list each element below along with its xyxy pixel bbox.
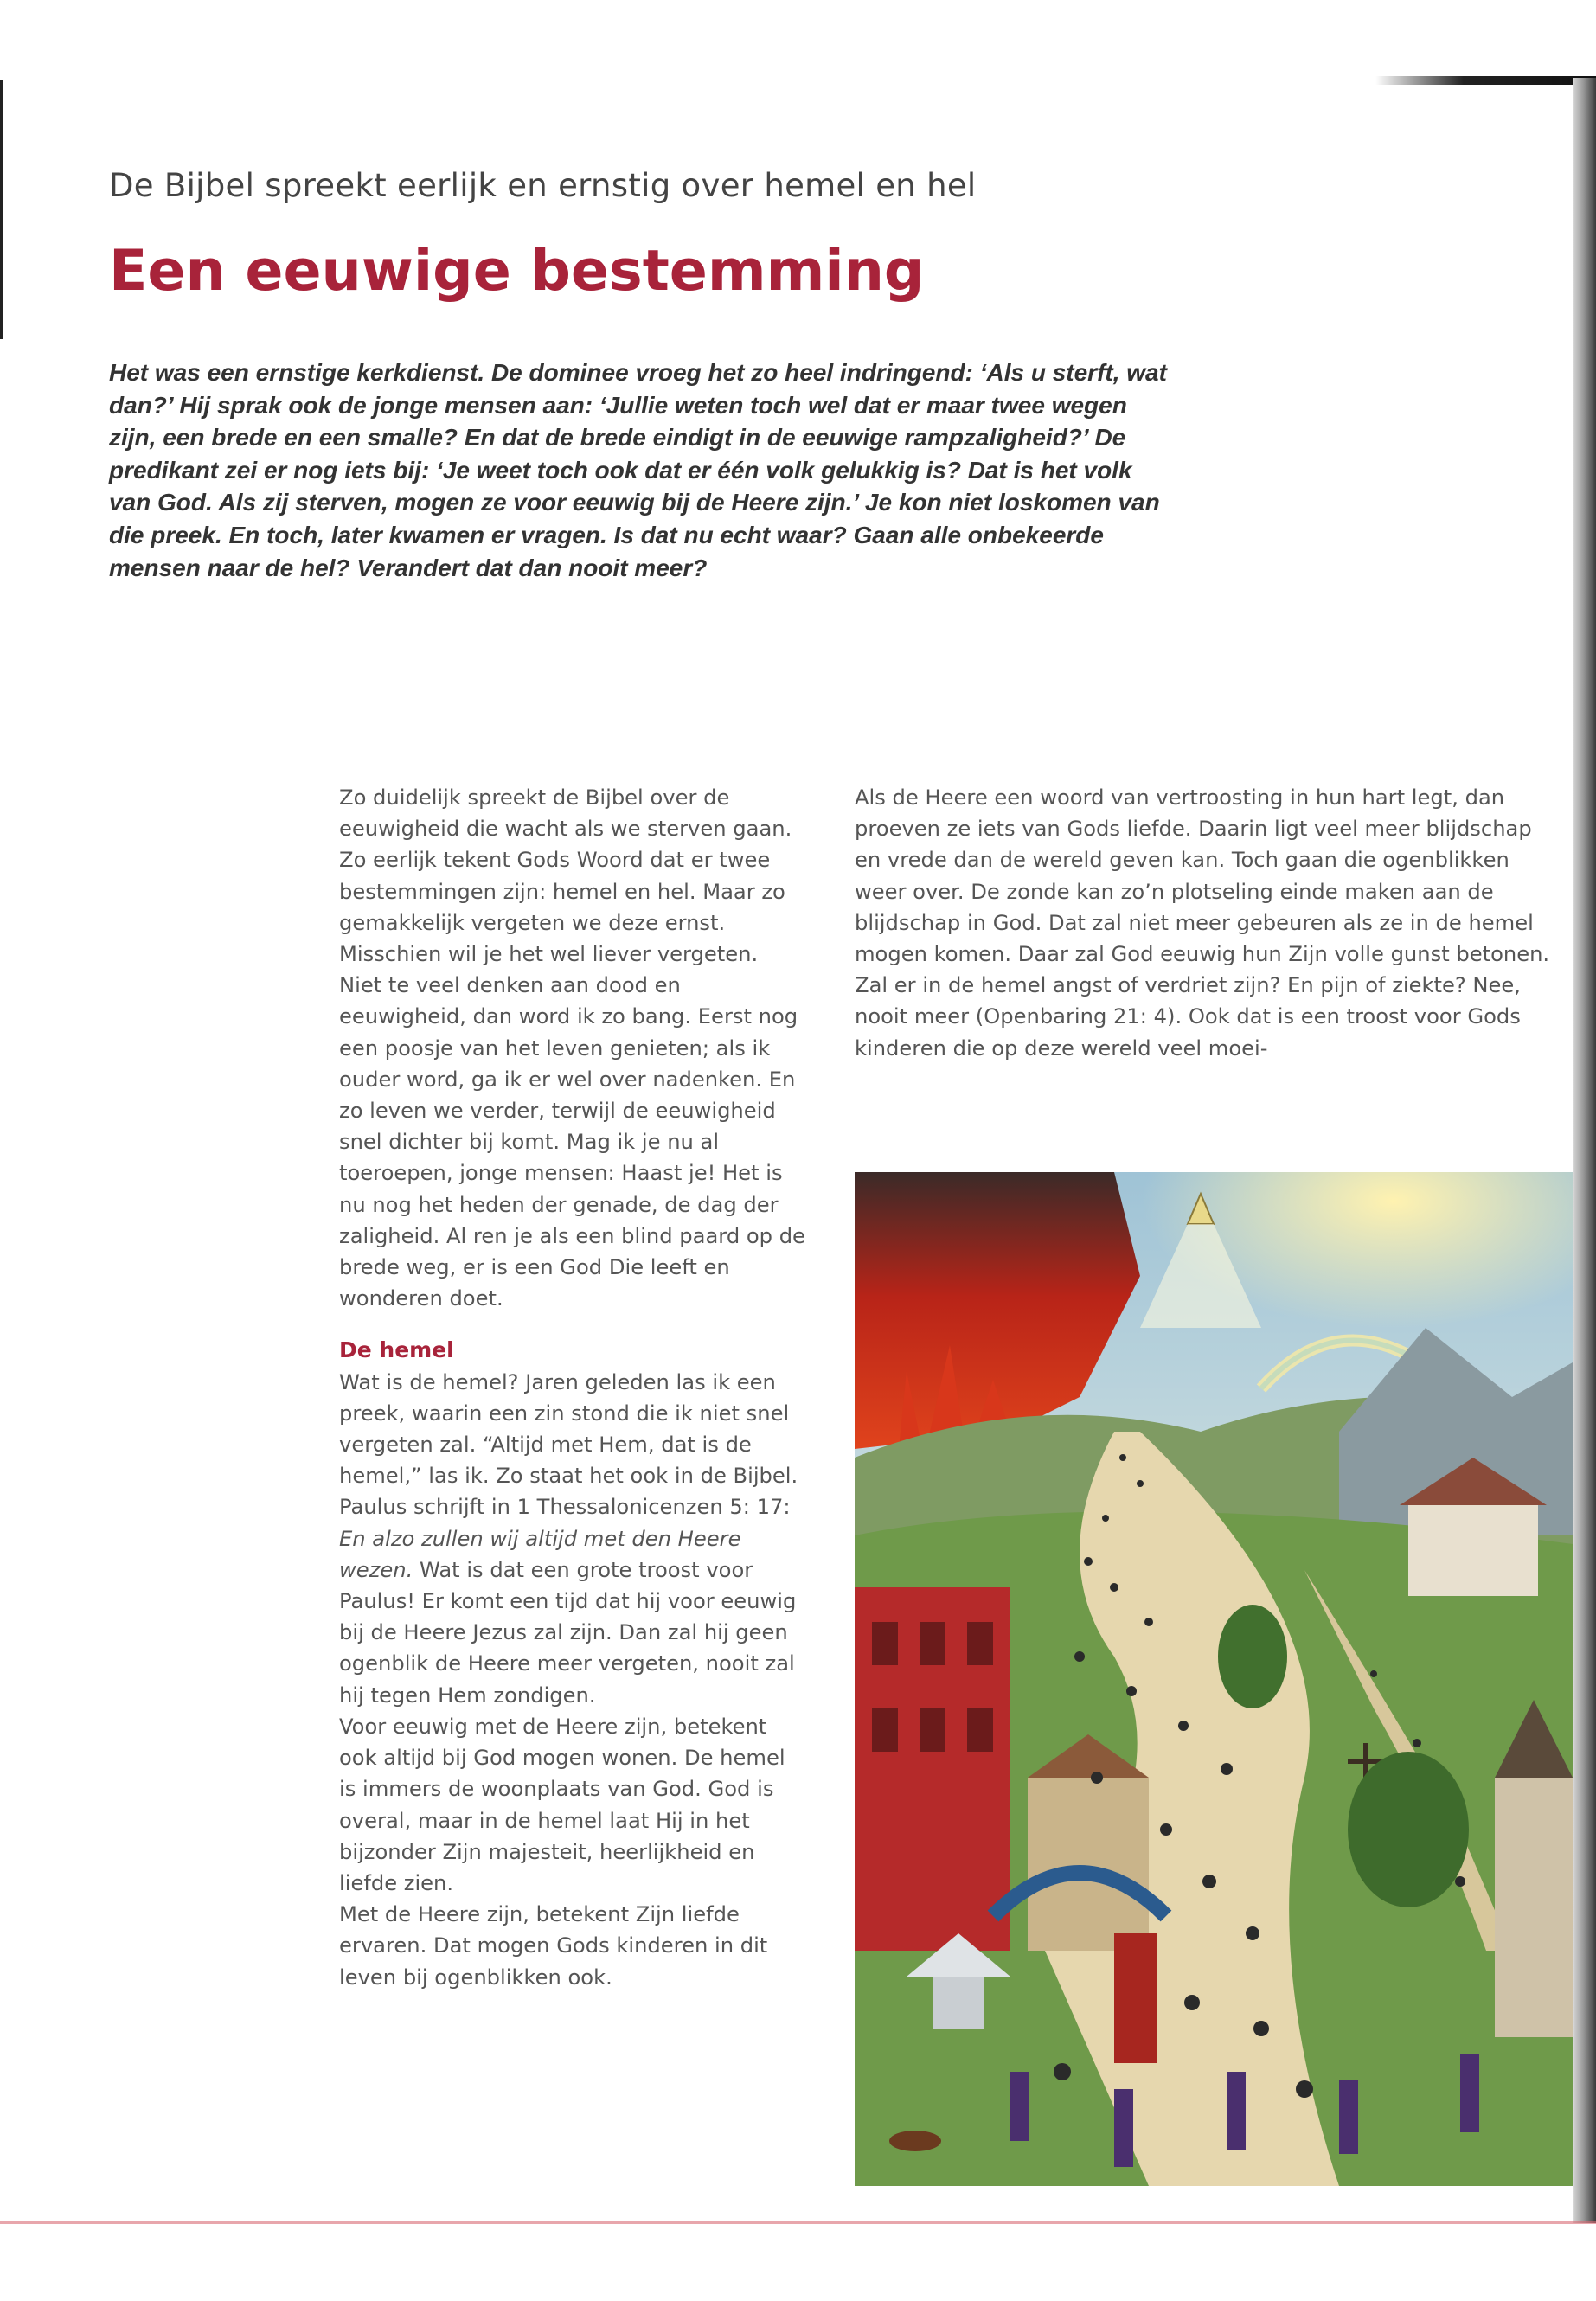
bible-quote: En alzo zullen wij altijd met den Heere wezen. bbox=[339, 1526, 741, 1582]
dog bbox=[889, 2131, 941, 2151]
page-edge-shadow-top bbox=[1375, 76, 1596, 85]
left-paragraph-2: Wat is de hemel? Jaren geleden las ik een preek, waarin een zin stond die ik niet snel vergeten zal. “Altijd met Hem, dat is de hemel,” las ik. Zo staat het ook in de Bijbel. Paulus schrijft in 1 Thessalonicenzen 5: 17: En alzo zullen wij altijd met den Heere wezen. Wat is dat een grote troost voor Paulus! Er komt een tijd dat hij voor eeuwig bij de Heere Jezus zal zijn. Dan zal hij geen ogenblik de Heere meer vergeten, nooit zal hij tegen Hem zondigen. bbox=[339, 1369, 798, 1708]
left-paragraph-1: Zo duidelijk spreekt de Bijbel over de eeuwigheid die wacht als we sterven gaan. Zo eerlijk tekent Gods Woord dat er twee bestemmingen zijn: hemel en hel. Maar zo gemakkelijk vergeten we deze ernst. Misschien wil je het wel liever vergeten. Niet te veel denken aan dood en eeuwigheid, dan word ik zo bang. Eerst nog een poosje van het leven genieten; als ik ouder word, ga ik er wel over nadenken. En zo leven we verder, terwijl de eeuwigheid snel dichter bij komt. Mag ik je nu al toeroepen, jonge mensen: Haast je! Het is nu nog het heden der genade, de dag der zaligheid. Al ren je als een blind paard op de brede weg, er is een God Die leeft en wonderen doet. bbox=[339, 785, 805, 1311]
right-paragraph-2: Zal er in de hemel angst of verdriet zijn? En pijn of ziekte? Nee, nooit meer (Openbaring 21: 4). Ook dat is een troost voor Gods kinderen die op deze wereld veel moei- bbox=[855, 973, 1521, 1061]
gate-tower bbox=[1114, 1933, 1157, 2063]
right-column bbox=[855, 782, 1551, 1064]
article-title: Een eeuwige bestemming bbox=[109, 239, 925, 304]
article-intro: Het was een ernstige kerkdienst. De dominee vroeg het zo heel indringend: ‘Als u sterft, wat dan?’ Hij sprak ook de jonge mensen aan: ‘Jullie weten toch wel dat er maar twee wegen zijn, een brede en een smalle? En dat de brede eindigt in de eeuwige rampzaligheid?’ De predikant zei er nog iets bij: ‘Je weet toch ook dat er één volk gelukkig is? Dat is het volk van God. Als zij sterven, mogen ze voor eeuwig bij de Heere zijn.’ Je kon niet loskomen van die preek. En toch, later kwamen er vragen. Is dat nu echt waar? Gaan alle onbekeerde mensen naar de hel? Verandert dat dan nooit meer? bbox=[109, 359, 1167, 581]
section-heading-hemel: De hemel bbox=[339, 1337, 454, 1363]
article-subtitle: De Bijbel spreekt eerlijk en ernstig over hemel en hel bbox=[109, 167, 977, 204]
page-top-margin bbox=[0, 0, 1596, 80]
left-column bbox=[339, 782, 806, 1993]
two-ways-illustration bbox=[855, 1172, 1573, 2186]
right-paragraph-1: Als de Heere een woord van vertroosting in hun hart legt, dan proeven ze iets van Gods liefde. Daarin ligt veel meer blijdschap en vrede dan de wereld geven kan. Toch gaan die ogenblikken weer over. De zonde kan zo’n plotseling einde maken aan de blijdschap in God. Dat zal niet meer gebeuren als ze in de hemel mogen komen. Daar zal God eeuwig hun Zijn volle gunst betonen. bbox=[855, 785, 1550, 967]
church bbox=[1495, 1778, 1573, 2037]
tree bbox=[1348, 1752, 1469, 1907]
left-paragraph-4: Met de Heere zijn, betekent Zijn liefde ervaren. Dat mogen Gods kinderen in dit leven bij ogenblikken ook. bbox=[339, 1902, 768, 1990]
theatre-building bbox=[1028, 1778, 1149, 1951]
illustration-art bbox=[855, 1172, 1573, 2186]
page-edge-shadow-right bbox=[1573, 78, 1596, 2223]
village-house bbox=[1408, 1501, 1538, 1596]
page-edge-left bbox=[0, 80, 3, 339]
page-bottom-rule bbox=[0, 2221, 1596, 2224]
left-paragraph-3: Voor eeuwig met de Heere zijn, betekent ook altijd bij God mogen wonen. De hemel is immers de woonplaats van God. God is overal, maar in de hemel laat Hij in het bijzonder Zijn majesteit, heerlijkheid en liefde zien. bbox=[339, 1714, 785, 1895]
